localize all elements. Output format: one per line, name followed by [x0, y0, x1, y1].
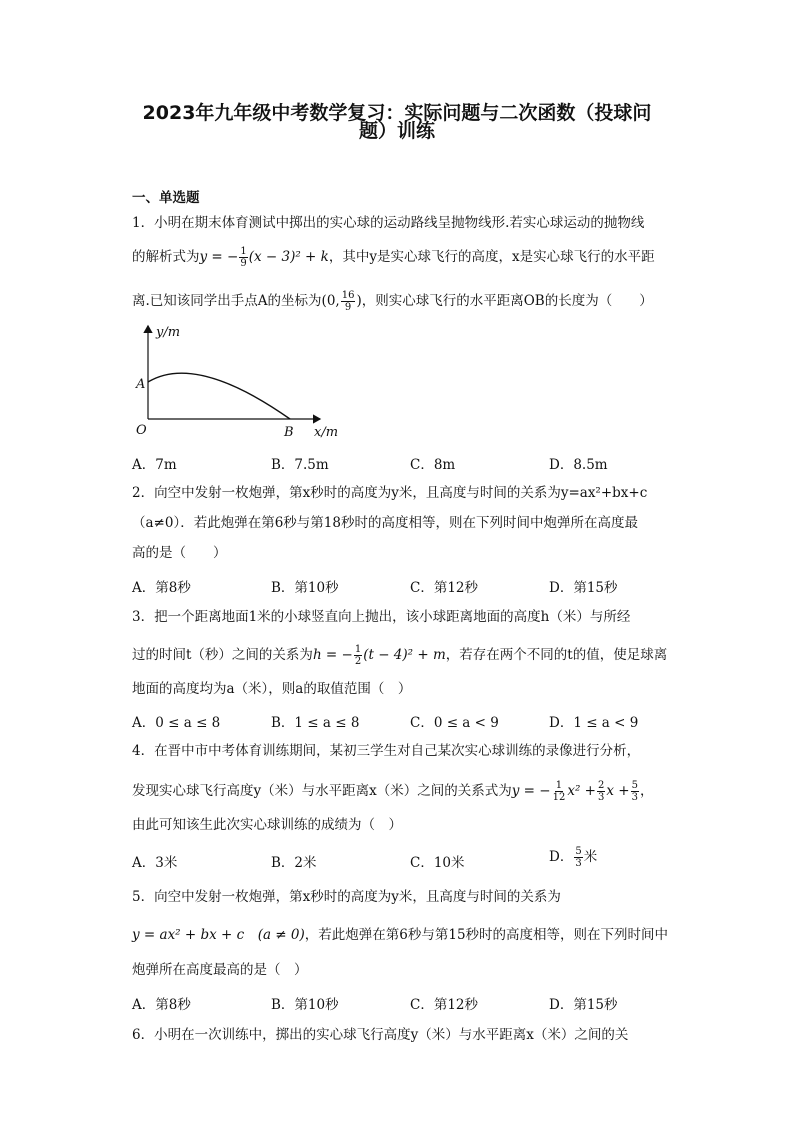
- q1-options: [132, 453, 692, 471]
- document-title-line-2: 题）训练: [358, 120, 435, 142]
- origin-label: O: [136, 423, 147, 438]
- q1-fraction-16-9: $\frac{16}{9}$: [341, 290, 355, 313]
- q5-option-a[interactable]: A．第8秒: [132, 997, 191, 1013]
- q3-line-1: 3．把一个距离地面1米的小球竖直向上抛出，该小球距离地面的高度h（米）与所经: [132, 609, 631, 625]
- q4-option-d-fraction: $\frac{5}{3}$: [575, 846, 582, 869]
- q4-option-a[interactable]: A．3米: [132, 855, 178, 871]
- q4-option-c[interactable]: C．10米: [410, 855, 465, 871]
- q4-options: [132, 846, 692, 871]
- q1-option-b[interactable]: B．7.5m: [271, 457, 329, 473]
- q3-option-a[interactable]: A．0 ≤ a ≤ 8: [132, 715, 221, 731]
- q1-option-c[interactable]: C．8m: [410, 457, 456, 473]
- q1-line-3: 离.已知该同学出手点A的坐标为(0, $\frac{16}{9}$ )，则实心球飞行的水平距离OB的长度为（ ）: [132, 290, 653, 313]
- q4-line-2: 发现实心球飞行高度y（米）与水平距离x（米）之间的关系式为y = − $\frac{1}{12}$ x² + $\frac{2}{3}$ x + $\frac{5}{3}$ ，: [132, 780, 654, 803]
- q2-line-3: 高的是（ ）: [132, 545, 227, 561]
- y-axis-label: y/m: [156, 325, 181, 340]
- q5-line-3: 炮弹所在高度最高的是（ ）: [132, 962, 308, 978]
- q4-fraction-1-12: $\frac{1}{12}$: [552, 780, 566, 803]
- q5-option-b[interactable]: B．第10秒: [271, 997, 339, 1013]
- q4-fraction-2-3: $\frac{2}{3}$: [597, 780, 605, 803]
- q4-line-3: 由此可知该生此次实心球训练的成绩为（ ）: [132, 817, 402, 833]
- q5-option-d[interactable]: D．第15秒: [549, 997, 618, 1013]
- q3-line-2: 过的时间t（秒）之间的关系为h = − $\frac{1}{2}$ (t − 4)² + m，若存在两个不同的t的值，使足球离: [132, 644, 668, 667]
- document-title-line-1: 2023年九年级中考数学复习：实际问题与二次函数（投球问: [142, 102, 652, 124]
- q5-line-2: y = ax² + bx + c (a ≠ 0)，若此炮弹在第6秒与第15秒时的高度相等，则在下列时间中: [132, 927, 669, 943]
- q4-line-1: 4．在晋中市中考体育训练期间，某初三学生对自己某次实心球训练的录像进行分析，: [132, 743, 641, 759]
- q1-parabola-graph: [132, 322, 362, 444]
- q5-options: [132, 993, 692, 1011]
- q4-option-d[interactable]: D． $\frac{5}{3}$ 米: [549, 846, 598, 869]
- point-b-label: B: [284, 425, 294, 440]
- q3-option-b[interactable]: B．1 ≤ a ≤ 8: [271, 715, 360, 731]
- q2-line-1: 2．向空中发射一枚炮弹，第x秒时的高度为y米，且高度与时间的关系为y=ax²+bx+c: [132, 485, 648, 501]
- q2-options: [132, 576, 692, 594]
- q1-line-1: 1．小明在期末体育测试中掷出的实心球的运动路线呈抛物线形.若实心球运动的抛物线: [132, 215, 645, 231]
- q4-fraction-5-3: $\frac{5}{3}$: [631, 780, 638, 803]
- q3-option-d[interactable]: D．1 ≤ a < 9: [549, 715, 639, 731]
- q3-options: [132, 711, 692, 729]
- q1-line-2: 的解析式为y = − $\frac{1}{9}$ (x − 3)² + k，其中y是实心球飞行的高度，x是实心球飞行的水平距: [132, 246, 655, 269]
- q3-line-3: 地面的高度均为a（米），则a的取值范围（ ）: [132, 681, 412, 697]
- q1-option-a[interactable]: A．7m: [132, 457, 177, 473]
- q3-fraction-1-2: $\frac{1}{2}$: [354, 644, 362, 667]
- q3-option-c[interactable]: C．0 ≤ a < 9: [410, 715, 499, 731]
- parabola-curve: [148, 373, 290, 419]
- q6-line-1: 6．小明在一次训练中，掷出的实心球飞行高度y（米）与水平距离x（米）之间的关: [132, 1027, 629, 1043]
- q2-line-2: （a≠0）．若此炮弹在第6秒与第18秒时的高度相等，则在下列时间中炮弹所在高度最: [132, 515, 638, 531]
- q2-option-d[interactable]: D．第15秒: [549, 580, 618, 596]
- q2-option-a[interactable]: A．第8秒: [132, 580, 191, 596]
- q5-line-1: 5．向空中发射一枚炮弹，第x秒时的高度为y米，且高度与时间的关系为: [132, 889, 561, 905]
- x-axis-label: x/m: [314, 425, 339, 440]
- point-a-label: A: [136, 377, 146, 392]
- q1-option-d[interactable]: D．8.5m: [549, 457, 608, 473]
- section-heading: 一、单选题: [132, 190, 200, 206]
- q5-option-c[interactable]: C．第12秒: [410, 997, 479, 1013]
- q2-option-c[interactable]: C．第12秒: [410, 580, 479, 596]
- q4-option-b[interactable]: B．2米: [271, 855, 317, 871]
- q1-fraction-1-9: $\frac{1}{9}$: [240, 246, 247, 269]
- q2-option-b[interactable]: B．第10秒: [271, 580, 339, 596]
